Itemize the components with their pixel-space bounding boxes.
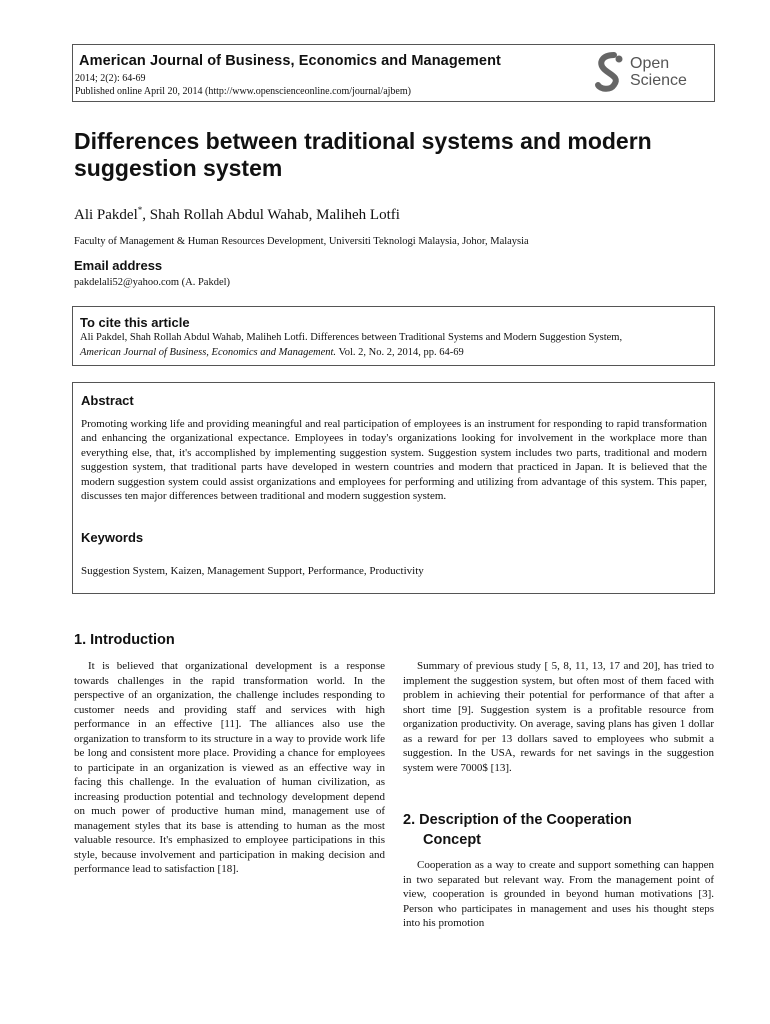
citation-line-2 <box>80 347 464 358</box>
abstract-text: Promoting working life and providing meaningful and real participation of employees is an instrument for responding to rapid transformation and enhancing the organizational expectance. Employees in today's organizations looking for involvement in the workplace more than everything else, that, it's accomplished by implementing suggestion system. Suggestion system includes two parts, traditional and modern suggestion system, that traditional parts have developed in western countries and modern that practiced in Japan. It is believed that the modern suggestion system could assist organizations and employees for performing and utilizing from advantage of this system. This paper, discusses ten major differences between traditional and modern suggestion system. <box>81 418 707 503</box>
affiliation: Faculty of Management & Human Resources Development, Universiti Teknologi Malaysia, Johor, Malaysia <box>74 236 529 247</box>
first-author: Ali Pakdel <box>74 207 138 223</box>
co-authors: , Shah Rollah Abdul Wahab, Maliheh Lotfi <box>142 207 400 223</box>
summary-paragraph <box>403 659 714 775</box>
cooperation-heading-line-2: Concept <box>423 832 481 848</box>
email-address[interactable]: pakdelali52@yahoo.com (A. Pakdel) <box>74 277 231 288</box>
email-heading: Email address <box>74 258 163 273</box>
citation-volume: Vol. 2, No. 2, 2014, pp. 64-69 <box>336 347 464 358</box>
published-line: Published online April 20, 2014 (http://www.openscienceonline.com/journal/ajbem) <box>75 86 411 97</box>
cooperation-heading-line-1: 2. Description of the Cooperation <box>403 812 632 828</box>
citation-line-1: Ali Pakdel, Shah Rollah Abdul Wahab, Maliheh Lotfi. Differences between Traditional Systems and Modern Suggestion System, <box>80 332 623 343</box>
journal-header <box>72 44 715 102</box>
section-heading-cooperation <box>403 810 715 850</box>
journal-issue: 2014; 2(2): 64-69 <box>75 73 146 84</box>
introduction-paragraph <box>74 659 385 877</box>
abstract-heading: Abstract <box>81 393 134 408</box>
citation-journal: American Journal of Business, Economics and Management. <box>80 347 337 358</box>
logo-word-science: Science <box>630 72 687 89</box>
keywords-text: Suggestion System, Kaizen, Management Support, Performance, Productivity <box>81 565 424 577</box>
keywords-heading: Keywords <box>81 530 144 545</box>
cooperation-text: Cooperation as a way to create and support something can happen in two separated but relevant way. From the management point of view, cooperation is grounded in beyond human motivations [3]. Person who participates in management and uses his thought steps into his promotion <box>403 859 714 929</box>
author-list <box>74 205 400 224</box>
citation-box <box>72 306 715 366</box>
logo-word-open: Open <box>630 55 670 72</box>
open-science-icon <box>592 51 628 95</box>
article-title: Differences between traditional systems and modern suggestion system <box>74 128 652 181</box>
summary-text: Summary of previous study [ 5, 8, 11, 13, 17 and 20], has tried to implement the suggestion system, but often most of them faced with problem in achieving their potential for performance of that after a short time [9]. Suggestion system is a profitable resource from organization productivity. On average, saving plans has given 1 dollar as a reward for per 13 dollars saved to employees who submit a suggestion. In the USA, rewards for net savings in the suggestion system were 7000$ [13]. <box>403 660 714 774</box>
corresponding-mark: * <box>137 205 143 215</box>
citation-heading: To cite this article <box>80 315 190 330</box>
intro-text: It is believed that organizational development is a response towards challenges in the rapid transformation world. In the perspective of an organization, the challenge includes responding to customer needs and providing staff and services with high performance in an effective [11]. The alliances also use the organization to transform to its structure in a way to provide work life be long and consistent more place. Providing a chance for employees to participate in an organization is viewed as an effective way in facing this challenge. In the evaluation of human civilization, as increasing production potential and technology development depend on much power of productive human mind, management use of management styles that its base is attending to human as the most valuable resource. It's emphasized to employee participations in this style, because involvement and participation in making decision and performance lead to satisfaction [18]. <box>74 660 385 875</box>
section-heading-introduction: 1. Introduction <box>74 632 175 648</box>
open-science-logo <box>592 51 704 95</box>
cooperation-paragraph <box>403 858 714 931</box>
journal-name: American Journal of Business, Economics and Management <box>79 53 501 69</box>
abstract-box <box>72 382 715 594</box>
